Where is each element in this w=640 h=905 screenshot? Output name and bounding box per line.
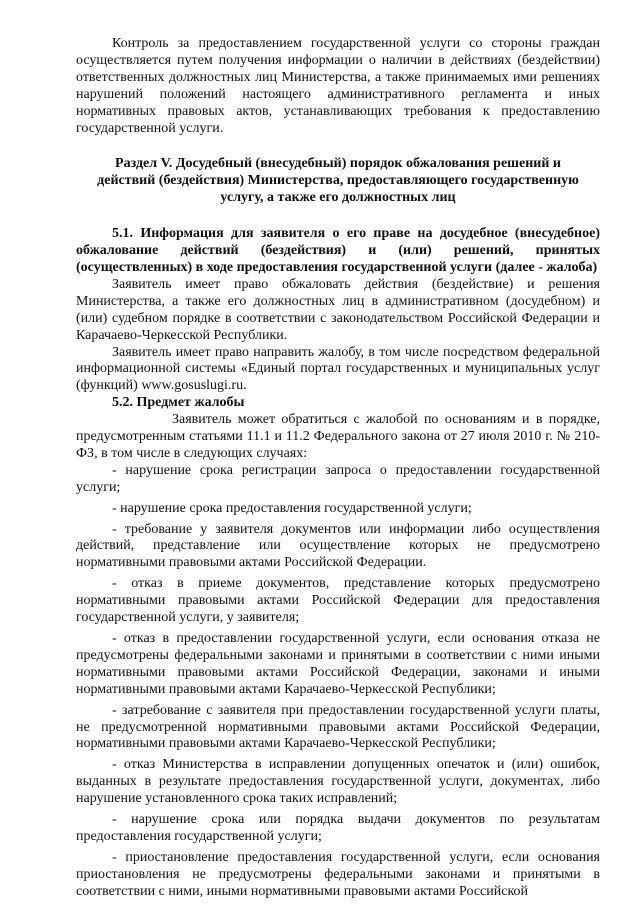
section-5-1-heading: 5.1. Информация для заявителя о его праве на досудебное (внесудебное) обжалование действий (бездействия) и (или) решений, принятых (осуществленных) в ходе предоставления государственной услуги (далее - жалоба) <box>76 226 600 275</box>
section-5-1-paragraph-1: Заявитель имеет право обжаловать действия (бездействие) и решения Министерства, а также его должностных лиц в административном (досудебном) и (или) судебном порядке в соответствии с законодательством Российской Федерации и Карачаево-Черкесской Республики. <box>76 276 600 343</box>
list-item: - нарушение срока предоставления государственной услуги; <box>112 500 472 516</box>
list-item: - приостановление предоставления государственной услуги, если основания приостановления не предусмотрены федеральными законами и принятыми в соответствии с ними, иными нормативными правовыми актами Российской <box>76 849 600 899</box>
list-item: - отказ в предоставлении государственной услуги, если основания отказа не предусмотрены федеральными законами и принятыми в соответствии с ними иными нормативными правовыми актами Российской Федерации, законами и иными нормативными правовыми актами Карачаево-Черкесской Республики; <box>76 631 600 697</box>
list-item: - затребование с заявителя при предоставлении государственной услуги платы, не предусмотренной нормативными правовыми актами Российской Федерации, нормативными правовыми актами Карачаево-Черкесской Республики; <box>76 702 600 752</box>
list-item: - требование у заявителя документов или информации либо осуществления действий, представление или осуществление которых не предусмотрено нормативными правовыми актами Российской Федерации. <box>76 521 600 571</box>
control-paragraph: Контроль за предоставлением государственной услуги со стороны граждан осуществляется путем получения информации о наличии в действиях (бездействии) ответственных должностных лиц Министерства, а также принимаемых ими решениях нарушений положений настоящего административного регламента и иных нормативных правовых актов, устанавливающих требования к предоставлению государственной услуги. <box>76 36 600 136</box>
list-item: - нарушение срока регистрации запроса о предоставлении государственной услуги; <box>76 462 600 495</box>
list-item: - отказ в приеме документов, представление которых предусмотрено нормативными правовыми актами Российской Федерации для предоставления государственной услуги, у заявителя; <box>76 576 600 626</box>
section-5-2-heading: 5.2. Предмет жалобы <box>112 395 245 411</box>
section-title: Раздел V. Досудебный (внесудебный) порядок обжалования решений и действий (бездействия) Министерства, предоставляющего государственную услугу, а также его должностных лиц <box>97 156 579 206</box>
list-item: - нарушение срока или порядка выдачи документов по результатам предоставления государственной услуги; <box>76 812 600 844</box>
list-item: - отказ Министерства в исправлении допущенных опечаток и (или) ошибок, выданных в результате предоставления государственной услуги, документах, либо нарушение установленного срока таких исправлений; <box>76 757 600 807</box>
document-page <box>76 36 600 901</box>
section-5-2-intro: Заявитель может обратиться с жалобой по основаниям и в порядке, предусмотренным статьями 11.1 и 11.2 Федерального закона от 27 июля 2010 г. № 210-ФЗ, в том числе в следующих случаях: <box>76 412 600 461</box>
section-5-1-paragraph-2: Заявитель имеет право направить жалобу, в том числе посредством федеральной информационной системы «Единый портал государственных и муниципальных услуг (функций) www.gosuslugi.ru. <box>76 344 600 394</box>
